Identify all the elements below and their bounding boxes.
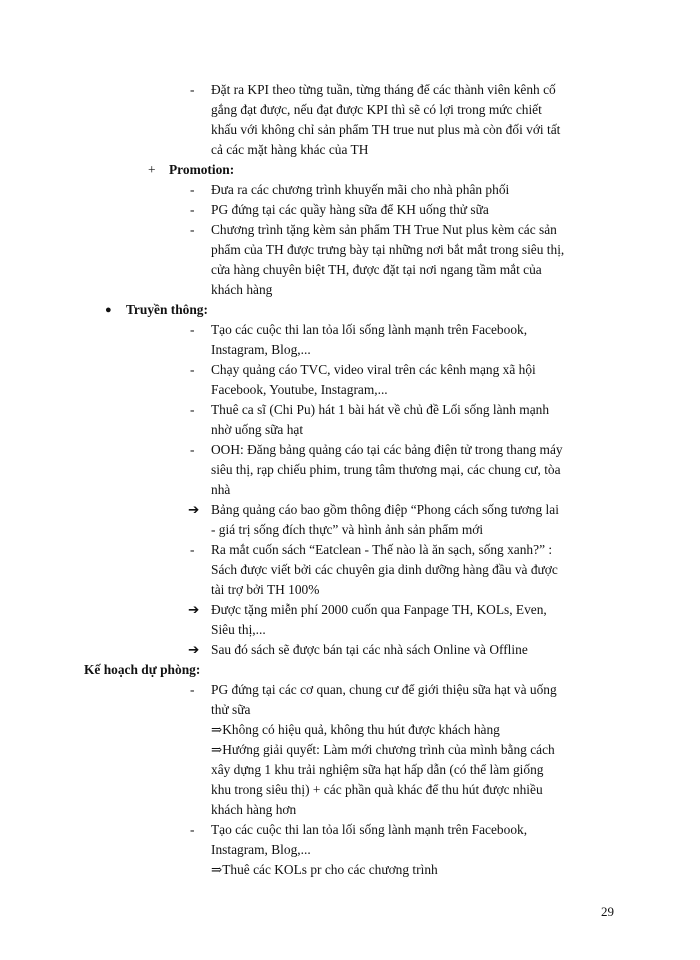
promotion-item-3-line-4: khách hàng xyxy=(211,282,273,297)
dash-marker: - xyxy=(190,542,195,557)
comm-item-8-line-1: Sau đó sách sẽ được bán tại các nhà sách Online và Offline xyxy=(211,642,528,657)
bullet-icon: ● xyxy=(105,304,112,316)
dash-marker: - xyxy=(190,682,195,697)
dash-marker: - xyxy=(190,82,195,97)
arrow-right-icon: ➔ xyxy=(188,502,200,517)
comm-item-5-line-2: - giá trị sống đích thực” và hình ảnh sản phẩm mới xyxy=(211,522,484,537)
comm-item-6-line-3: tài trợ bởi TH 100% xyxy=(211,582,320,597)
kpi-line-3: khấu với không chỉ sản phẩm TH true nut plus mà còn đối với tất xyxy=(211,122,561,137)
comm-item-6-line-1: Ra mắt cuốn sách “Eatclean - Thế nào là ăn sạch, sống xanh?” : xyxy=(211,542,553,557)
page-number: 29 xyxy=(601,904,614,919)
promotion-item-3-line-3: cửa hàng chuyên biệt TH, được đặt tại nơi ngang tầm mắt của xyxy=(211,262,542,277)
cont-item-1-line-7: khách hàng hơn xyxy=(211,802,297,817)
comm-item-4-line-2: siêu thị, rạp chiếu phim, trung tâm thương mại, các chung cư, tòa xyxy=(211,462,561,477)
dash-marker: - xyxy=(190,202,195,217)
dash-marker: - xyxy=(190,182,195,197)
kpi-line-2: gắng đạt được, nếu đạt được KPI thì sẽ có lợi trong mức chiết xyxy=(211,102,542,117)
comm-item-1-line-2: Instagram, Blog,... xyxy=(211,342,311,357)
comm-item-2-line-2: Facebook, Youtube, Instagram,... xyxy=(211,382,388,397)
promotion-item-3-line-2: phẩm của TH được trưng bày tại những nơi bắt mắt trong siêu thị, xyxy=(211,242,565,257)
comm-item-4-line-3: nhà xyxy=(211,482,231,497)
comm-item-1-line-1: Tạo các cuộc thi lan tỏa lối sống lành mạnh trên Facebook, xyxy=(211,322,528,337)
cont-item-2-line-1: Tạo các cuộc thi lan tỏa lối sống lành mạnh trên Facebook, xyxy=(211,822,528,837)
dash-marker: - xyxy=(190,222,195,237)
cont-item-1-line-2: thử sữa xyxy=(211,702,251,717)
contingency-heading: Kế hoạch dự phòng: xyxy=(84,662,201,677)
kpi-line-4: cả các mặt hàng khác của TH xyxy=(211,142,369,157)
comm-item-7-line-2: Siêu thị,... xyxy=(211,622,266,637)
comm-item-7-line-1: Được tặng miễn phí 2000 cuốn qua Fanpage TH, KOLs, Even, xyxy=(211,602,547,617)
promotion-heading: Promotion: xyxy=(169,162,235,177)
arrow-right-icon: ➔ xyxy=(188,602,200,617)
cont-item-1-line-4: ⇒Hướng giải quyết: Làm mới chương trình của mình bằng cách xyxy=(211,742,555,757)
kpi-line-1: Đặt ra KPI theo từng tuần, từng tháng để các thành viên kênh cố xyxy=(211,82,556,97)
plus-marker: + xyxy=(148,162,156,177)
comm-item-4-line-1: OOH: Đăng bảng quảng cáo tại các bảng điện tử trong thang máy xyxy=(211,442,563,457)
comm-item-3-line-1: Thuê ca sĩ (Chi Pu) hát 1 bài hát về chủ đề Lối sống lành mạnh xyxy=(211,402,550,417)
communication-heading: Truyền thông: xyxy=(126,302,208,317)
cont-item-1-line-6: khu trong siêu thị) + các phần quà khác để thu hút được nhiều xyxy=(211,782,543,797)
dash-marker: - xyxy=(190,442,195,457)
dash-marker: - xyxy=(190,322,195,337)
cont-item-1-line-1: PG đứng tại các cơ quan, chung cư để giới thiệu sữa hạt và uống xyxy=(211,682,557,697)
comm-item-3-line-2: nhờ uống sữa hạt xyxy=(211,422,304,437)
dash-marker: - xyxy=(190,822,195,837)
promotion-item-2: PG đứng tại các quầy hàng sữa để KH uống thử sữa xyxy=(211,202,489,217)
cont-item-2-line-2: Instagram, Blog,... xyxy=(211,842,311,857)
comm-item-2-line-1: Chạy quảng cáo TVC, video viral trên các kênh mạng xã hội xyxy=(211,362,536,377)
comm-item-6-line-2: Sách được viết bởi các chuyên gia dinh dưỡng hàng đầu và được xyxy=(211,562,558,577)
dash-marker: - xyxy=(190,362,195,377)
dash-marker: - xyxy=(190,402,195,417)
cont-item-1-line-5: xây dựng 1 khu trải nghiệm sữa hạt hấp dẫn (có thể làm giống xyxy=(211,762,544,777)
cont-item-2-line-3: ⇒Thuê các KOLs pr cho các chương trình xyxy=(211,862,438,877)
comm-item-5-line-1: Bảng quảng cáo bao gồm thông điệp “Phong cách sống tương lai xyxy=(211,502,559,517)
promotion-item-3-line-1: Chương trình tặng kèm sản phẩm TH True Nut plus kèm các sản xyxy=(211,222,557,237)
promotion-item-1: Đưa ra các chương trình khuyến mãi cho nhà phân phối xyxy=(211,182,510,197)
cont-item-1-line-3: ⇒Không có hiệu quả, không thu hút được khách hàng xyxy=(211,722,500,737)
arrow-right-icon: ➔ xyxy=(188,642,200,657)
